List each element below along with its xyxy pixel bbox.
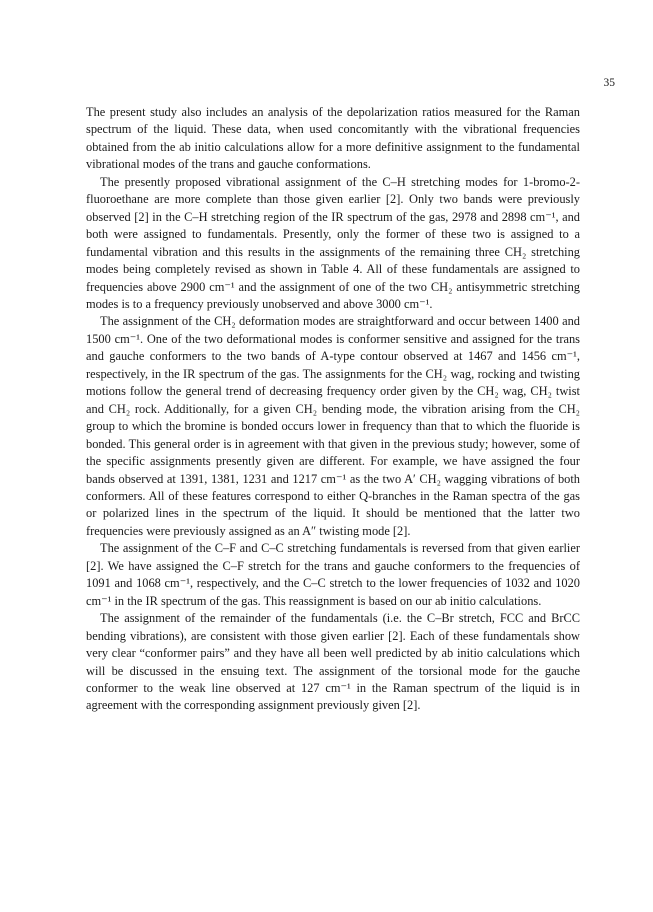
page-number: 35 — [603, 77, 615, 89]
body-text — [86, 104, 580, 715]
paragraph-ch-stretching — [86, 174, 580, 314]
paragraph-depolarization — [86, 104, 580, 174]
paragraph-remaining-fundamentals-text: The assignment of the remainder of the fundamentals (i.e. the C–Br stretch, FCC and BrCC bending vibrations), are consistent with those given earlier [2]. Each of these fundamentals show very clear “conformer pairs” and they have all been well predicted by ab initio calculations which will be discussed in the ensuing text. The assignment of the torsional mode for the gauche conformer to the weak line observed at 127 cm⁻¹ in the Raman spectrum of the liquid is in agreement with the corresponding assignment previously given [2]. — [86, 611, 580, 713]
paragraph-ch-stretching-text: The presently proposed vibrational assignment of the C–H stretching modes for 1-bromo-2-fluoroethane are more complete than those given earlier [2]. Only two bands were previously observed [2] in the C–H stretching region of the IR spectrum of the gas, 2978 and 2898 cm⁻¹, and both were assigned to fundamentals. Presently, only the former of these two is assigned to a fundamental vibration and this results in the assignments of the remaining three CH₂ stretching modes being completely revised as shown in Table 4. All of these fundamentals are assigned to frequencies above 2900 cm⁻¹ and the assignment of one of the two CH₂ antisymmetric stretching modes is to a frequency previously unobserved and above 3000 cm⁻¹. — [86, 174, 580, 311]
paragraph-remaining-fundamentals — [86, 610, 580, 715]
paragraph-cf-cc-stretching-text: The assignment of the C–F and C–C stretching fundamentals is reversed from that given earlier [2]. We have assigned the C–F stretch for the trans and gauche conformers to the frequencies of 1091 and 1068 cm⁻¹, respectively, and the C–C stretch to the lower frequencies of 1032 and 1020 cm⁻¹ in the IR spectrum of the gas. This reassignment is based on our ab initio calculations. — [86, 541, 580, 608]
paragraph-depolarization-text: The present study also includes an analysis of the depolarization ratios measured for the Raman spectrum of the liquid. These data, when used concomitantly with the vibrational frequencies obtained from the ab initio calculations allow for a more definitive assignment to the fundamental vibrational modes of the trans and gauche conformations. — [86, 105, 580, 172]
paragraph-ch2-deformation-text: The assignment of the CH₂ deformation modes are straightforward and occur between 1400 and 1500 cm⁻¹. One of the two deformational modes is conformer sensitive and assigned for the trans and gauche conformers to the two bands of A-type contour observed at 1467 and 1456 cm⁻¹, respectively, in the IR spectrum of the gas. The assignments for the CH₂ wag, rocking and twisting motions follow the general trend of decreasing frequency order given by the CH₂ wag, CH₂ twist and CH₂ rock. Additionally, for a given CH₂ bending mode, the vibration arising from the CH₂ group to which the bromine is bonded occurs lower in frequency than that to which the fluoride is bonded. This general order is in agreement with that given in the previous study; however, some of the specific assignments presently given are different. For example, we have assigned the four bands observed at 1391, 1381, 1231 and 1217 cm⁻¹ as the two A′ CH₂ wagging vibrations of both conformers. All of these features correspond to either Q-branches in the Raman spectra of the gas or polarized lines in the spectrum of the liquid. It should be mentioned that the latter two frequencies were previously assigned as an A″ twisting mode [2]. — [86, 314, 580, 538]
paragraph-ch2-deformation — [86, 313, 580, 540]
paragraph-cf-cc-stretching — [86, 540, 580, 610]
